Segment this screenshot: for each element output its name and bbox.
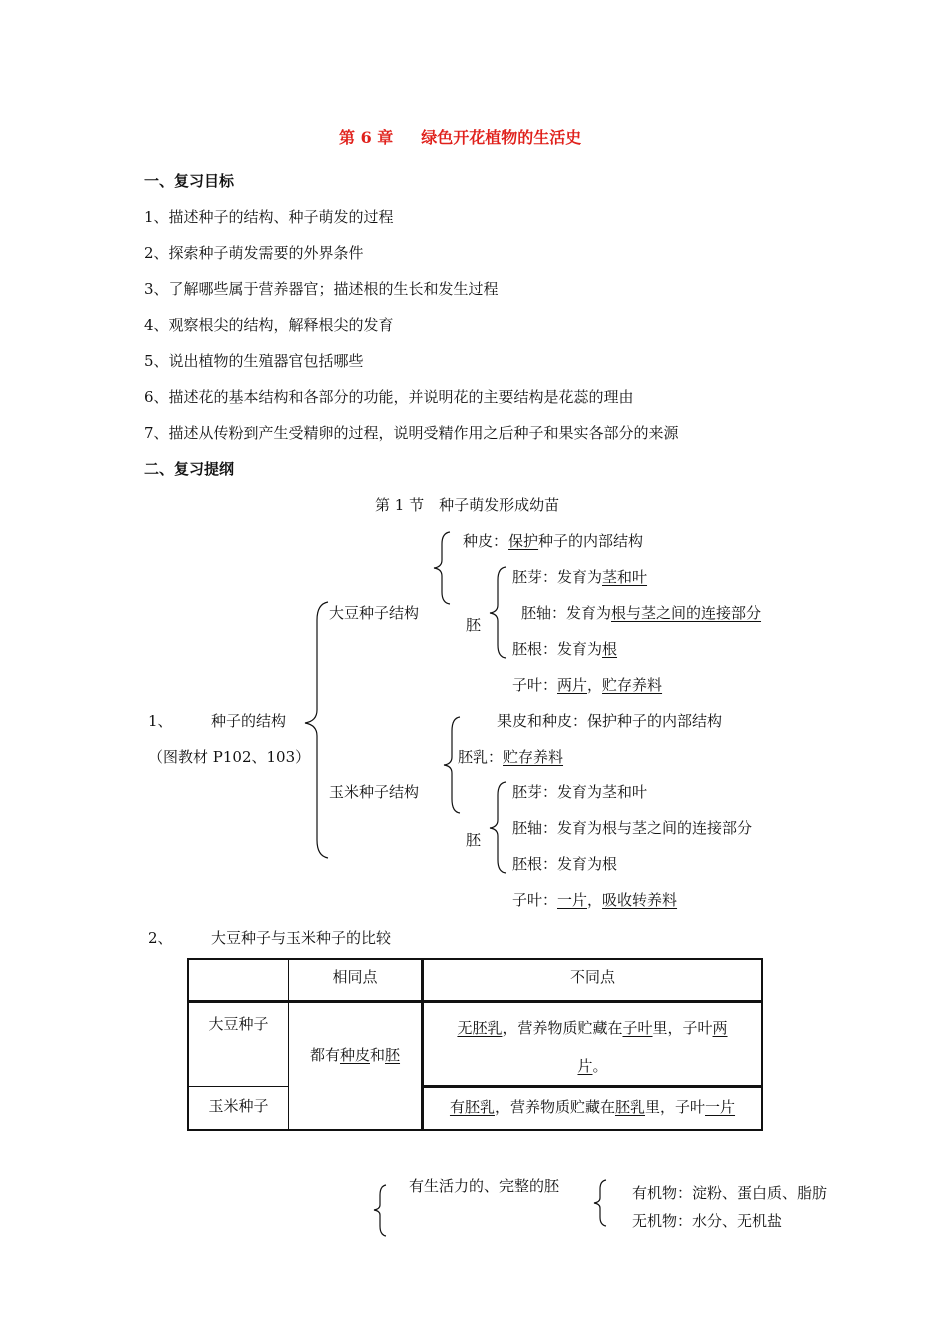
bottom-embryo-text: 有生活力的、完整的胚 (409, 1177, 560, 1195)
table-header-empty (188, 959, 289, 1001)
diff-corn: 有胚乳，营养物质贮藏在胚乳里，子叶一片 (423, 1086, 763, 1130)
table-header-diff: 不同点 (423, 959, 763, 1001)
common-cell: 都有种皮和胚 (289, 1001, 423, 1130)
goal-item: 5、说出植物的生殖器官包括哪些 (144, 352, 364, 370)
subsection-title: 第 1 节 种子萌发形成幼苗 (375, 496, 560, 514)
item-number: 2、 (148, 929, 173, 947)
corn-pericarp: 果皮和种皮：保护种子的内部结构 (497, 712, 723, 730)
goal-item: 2、探索种子萌发需要的外界条件 (144, 244, 364, 262)
brace-main (300, 600, 330, 860)
soybean-plumule: 胚芽：发育为茎和叶 (512, 568, 648, 586)
brace-bottom-left (370, 1183, 390, 1238)
goal-item: 7、描述从传粉到产生受精卵的过程，说明受精作用之后种子和果实各部分的来源 (144, 424, 679, 442)
corn-label: 玉米种子结构 (329, 783, 420, 801)
goal-item: 4、观察根尖的结构，解释根尖的发育 (144, 316, 394, 334)
chapter-number: 第 6 章 (339, 128, 394, 147)
corn-cotyledon: 子叶：一片，吸收转养料 (512, 891, 678, 909)
corn-embryo: 胚 (466, 831, 482, 849)
brace-soybean-embryo (486, 565, 510, 660)
soybean-radicle: 胚根：发育为根 (512, 640, 618, 658)
corn-axis: 胚轴：发育为根与茎之间的连接部分 (512, 819, 753, 837)
soybean-label: 大豆种子结构 (329, 604, 420, 622)
page-title (339, 128, 581, 148)
comparison-table (187, 958, 763, 1131)
chapter-name: 绿色开花植物的生活史 (421, 128, 582, 147)
goal-item: 6、描述花的基本结构和各部分的功能，并说明花的主要结构是花蕊的理由 (144, 388, 634, 406)
soybean-seedcoat: 种皮：保护种子的内部结构 (463, 532, 644, 550)
soybean-embryo: 胚 (466, 616, 482, 634)
brace-bottom-right (590, 1178, 610, 1228)
item-label: 种子的结构 (211, 712, 287, 730)
section-heading-outline: 二、复习提纲 (144, 460, 235, 478)
row-label-corn: 玉米种子 (188, 1086, 289, 1130)
item-note: （图教材 P102、103） (148, 748, 311, 766)
table-header-common: 相同点 (289, 959, 423, 1001)
bottom-inorganic: 无机物：水分、无机盐 (632, 1212, 783, 1230)
corn-endosperm: 胚乳：贮存养料 (458, 748, 564, 766)
soybean-axis: 胚轴：发育为根与茎之间的连接部分 (521, 604, 762, 622)
item-number: 1、 (148, 712, 173, 730)
goal-item: 1、描述种子的结构、种子萌发的过程 (144, 208, 394, 226)
row-label-soybean: 大豆种子 (188, 1001, 289, 1086)
brace-soybean (430, 530, 454, 605)
item-label: 大豆种子与玉米种子的比较 (211, 929, 392, 947)
goal-item: 3、了解哪些属于营养器官；描述根的生长和发生过程 (144, 280, 499, 298)
corn-plumule: 胚芽：发育为茎和叶 (512, 783, 648, 801)
brace-corn-embryo (486, 780, 510, 875)
soybean-cotyledon: 子叶：两片，贮存养料 (512, 676, 663, 694)
bottom-organic: 有机物：淀粉、蛋白质、脂肪 (632, 1184, 828, 1202)
diff-soybean: 无胚乳，营养物质贮藏在子叶里，子叶两 片。 (423, 1001, 763, 1086)
corn-radicle: 胚根：发育为根 (512, 855, 618, 873)
section-heading-goals: 一、复习目标 (144, 172, 235, 190)
